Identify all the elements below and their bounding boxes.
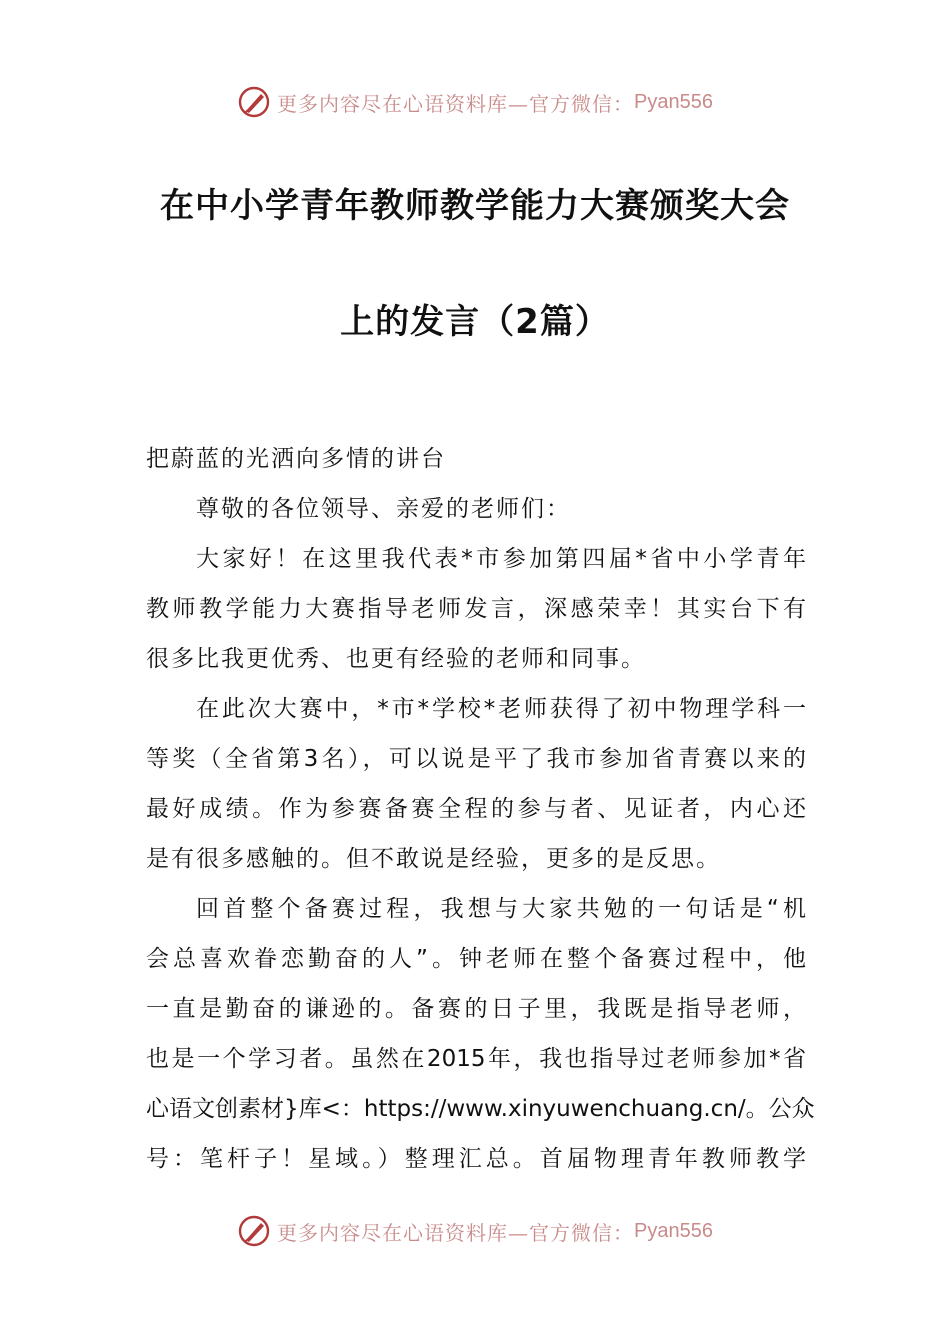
body-line: 大家好！在这里我代表*市参加第四届*省中小学青年 (196, 546, 806, 572)
body-line: 回首整个备赛过程，我想与大家共勉的一句话是“机 (196, 896, 806, 922)
body-line: 是有很多感触的。但不敢说是经验，更多的是反思。 (146, 846, 721, 872)
watermark-wechat-id: Pyan556 (634, 1219, 713, 1242)
article-subtitle: 把蔚蓝的光洒向多情的讲台 (146, 446, 446, 472)
body-line: 教师教学能力大赛指导老师发言，深感荣幸！其实台下有 (146, 596, 806, 622)
body-line-with-url: 心语文创素材}库<：https://www.xinyuwenchuang.cn/。公众 (146, 1096, 815, 1122)
body-line: 也是一个学习者。虽然在2015年，我也指导过老师参加*省 (146, 1046, 806, 1072)
quill-logo-icon (237, 1214, 271, 1248)
footer-watermark (0, 1211, 950, 1251)
document-title-line-2: 上的发言（2篇） (340, 302, 610, 342)
salutation-line: 尊敬的各位领导、亲爱的老师们： (196, 496, 571, 522)
quill-logo-icon (237, 85, 271, 119)
body-line: 在此次大赛中，*市*学校*老师获得了初中物理学科一 (196, 696, 806, 722)
watermark-text: 更多内容尽在心语资料库—官方微信： (277, 1220, 635, 1245)
body-line: 一直是勤奋的谦逊的。备赛的日子里，我既是指导老师， (146, 996, 806, 1022)
watermark-wechat-id: Pyan556 (634, 90, 713, 113)
watermark-text: 更多内容尽在心语资料库—官方微信： (277, 91, 635, 116)
body-line: 很多比我更优秀、也更有经验的老师和同事。 (146, 646, 646, 672)
body-line: 最好成绩。作为参赛备赛全程的参与者、见证者，内心还 (146, 796, 806, 822)
body-line: 号：笔杆子！星域。）整理汇总。首届物理青年教师教学 (146, 1146, 806, 1172)
body-line: 等奖（全省第3名），可以说是平了我市参加省青赛以来的 (146, 746, 806, 772)
document-title-line-1: 在中小学青年教师教学能力大赛颁奖大会 (160, 186, 790, 226)
body-line: 会总喜欢眷恋勤奋的人”。钟老师在整个备赛过程中，他 (146, 946, 806, 972)
header-watermark (0, 82, 950, 122)
